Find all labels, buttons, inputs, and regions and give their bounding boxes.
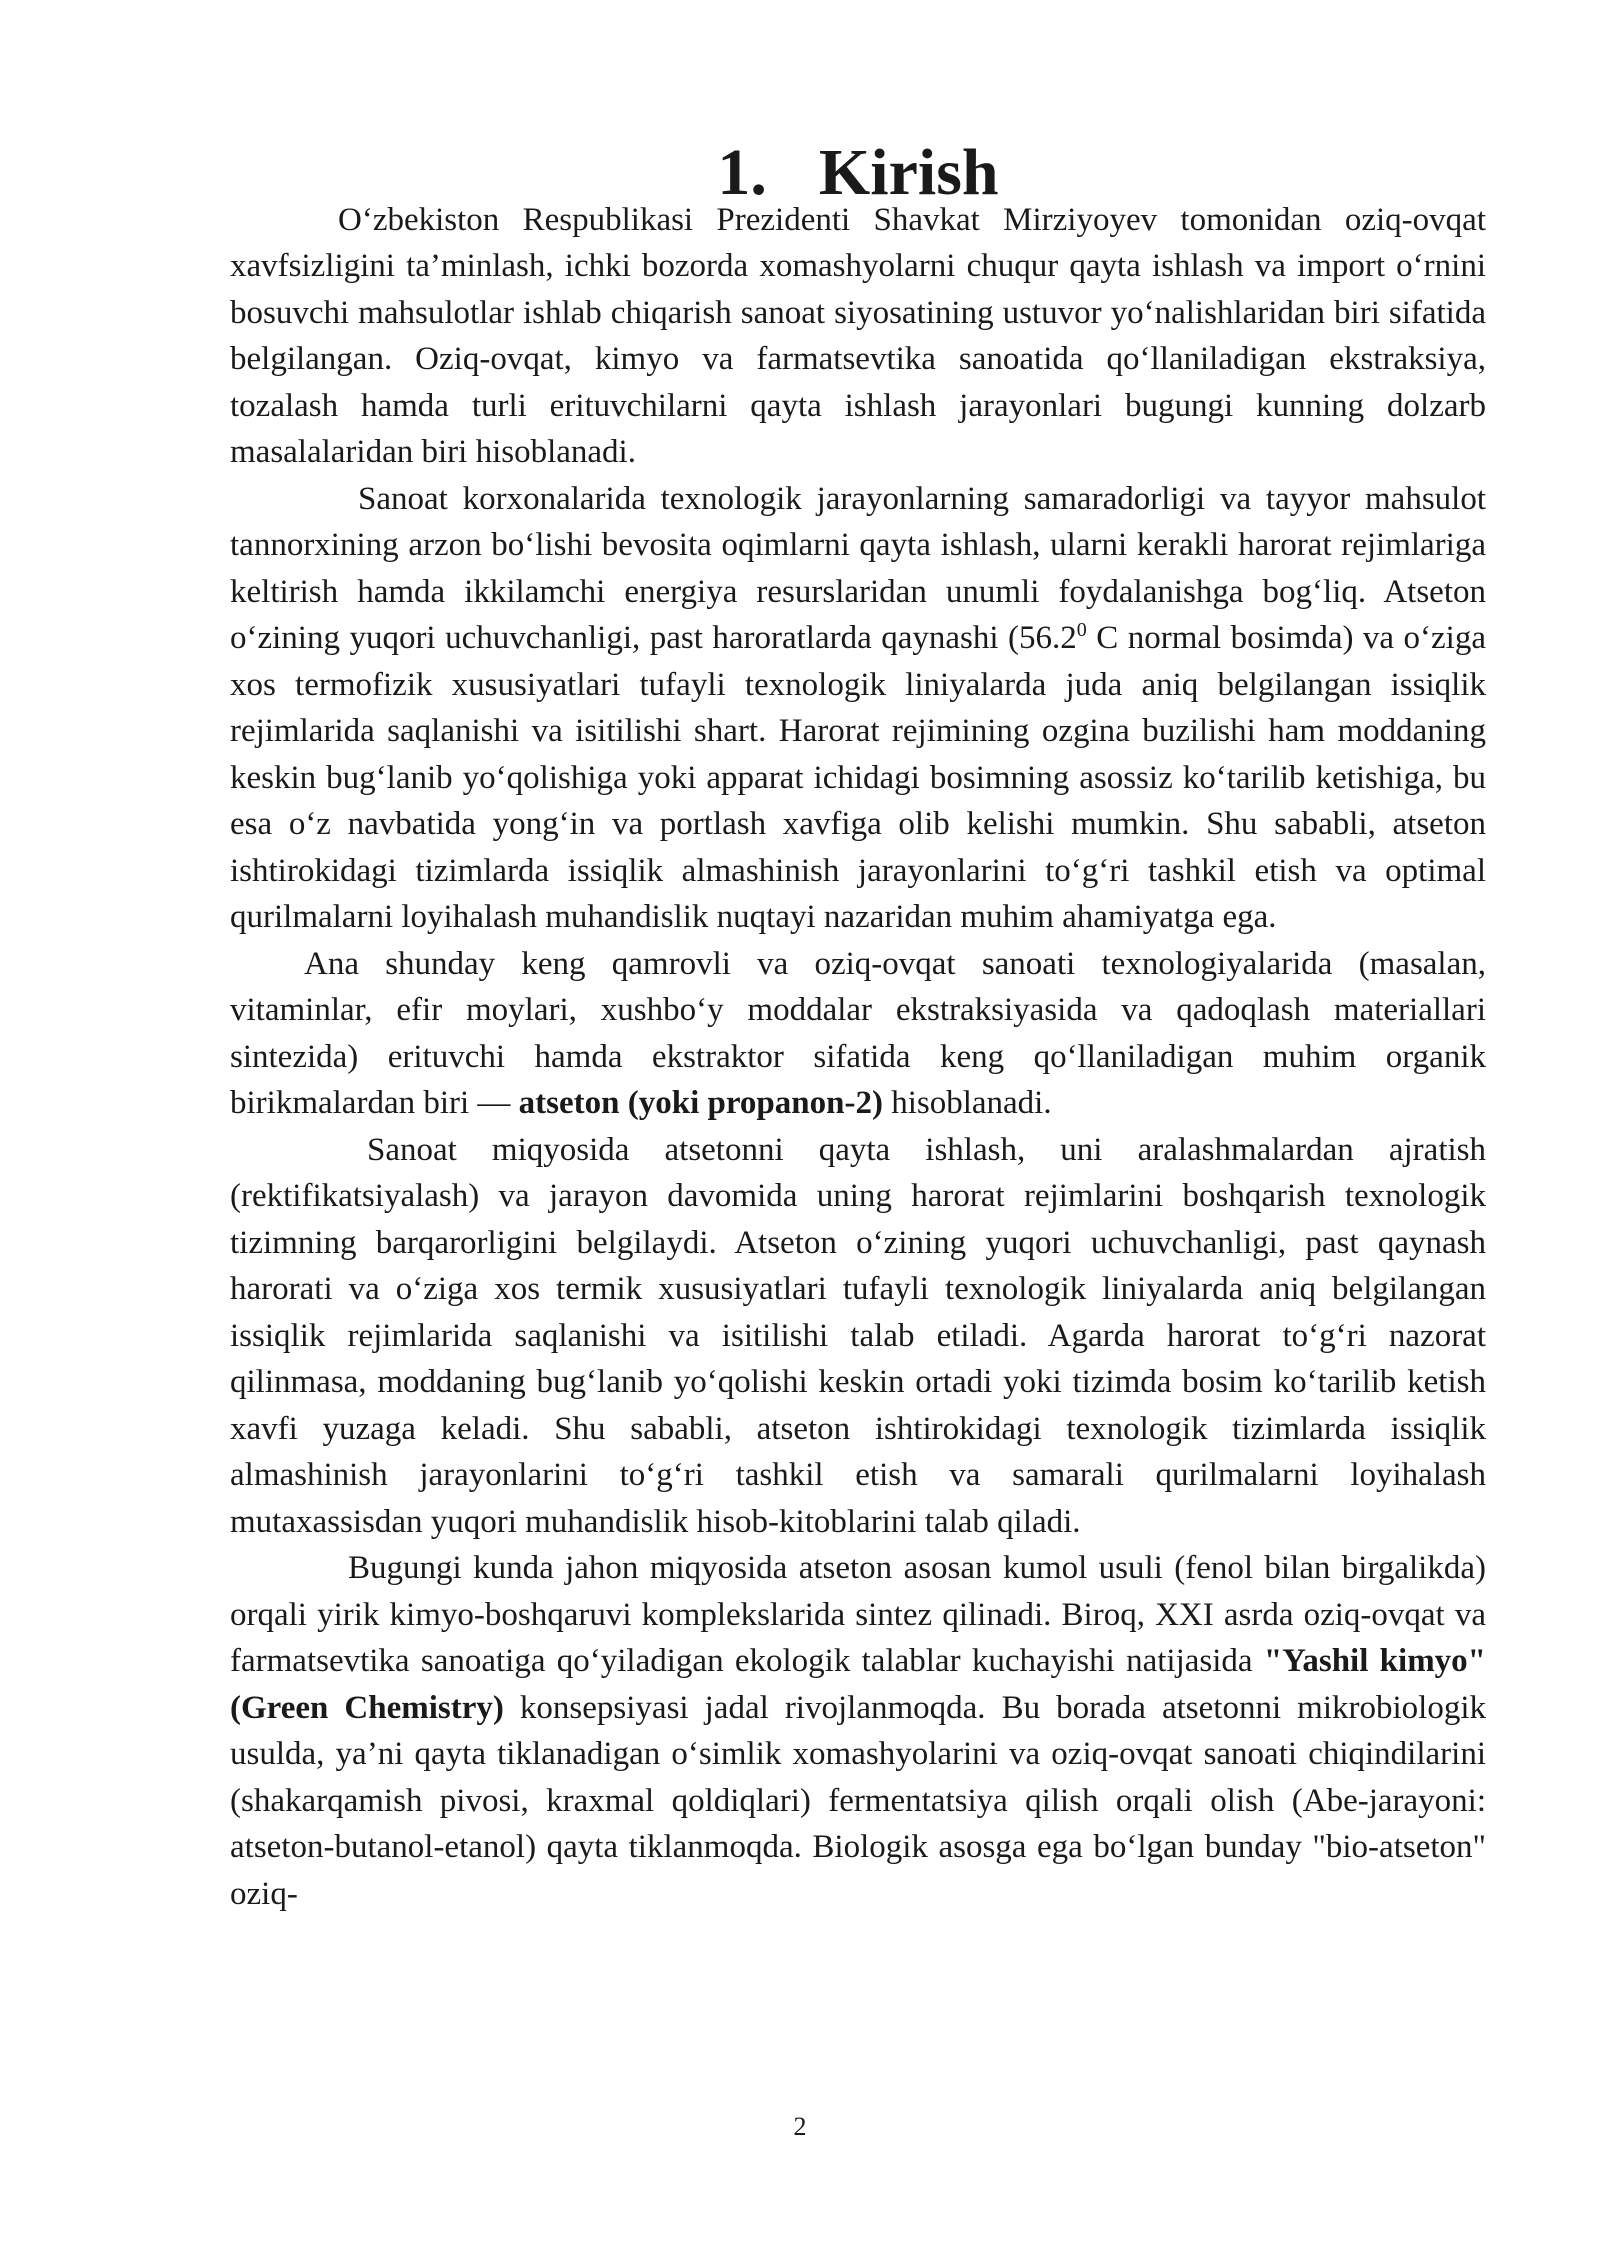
paragraph-3-text-a: Ana shunday keng qamrovli va oziq-ovqat sanoati texnologiyalarida (masalan, vitaminlar, efir moylari, xushbo‘y moddalar ekstraksiyasida va qadoqlash materiallari sintezida) erituvchi hamda ekstraktor sifatida keng qo‘llaniladigan muhim organik birikmalardan biri — xyxy=(230,945,1486,1121)
paragraph-5-bold: "Yashil kimyo" (Green Chemistry) xyxy=(230,1643,1487,1726)
paragraph-5-text-b: konsepsiyasi jadal rivojlanmoqda. Bu borada atsetonni mikrobiologik usulda, ya’ni qayta tiklanadigan o‘simlik xomashyolarini va oziq-ovqat sanoati chiqindilarini (shakarqamish pivosi, kraxmal qoldiqlari) fermentatsiya qilish orqali olish (Abe-jarayoni: atseton-butanol-etanol) qayta tiklanmoqda. Biologik asosga ega bo‘lgan bunday "bio-atseton" oziq- xyxy=(230,1689,1487,1912)
document-page xyxy=(230,136,1487,1917)
degree-superscript: 0 xyxy=(1076,619,1087,641)
paragraph-2-text-b: C normal bosimda) va o‘ziga xos termofizik xususiyatlari tufayli texnologik liniyalarda juda aniq belgilangan issiqlik rejimlarida saqlanishi va isitilishi shart. Harorat rejimining ozgina buzilishi ham moddaning keskin bug‘lanib yo‘qolishiga yoki apparat ichidagi bosimning asossiz ko‘tarilib ketishiga, bu esa o‘z navbatida yong‘in va portlash xavfiga olib kelishi mumkin. Shu sababli, atseton ishtirokidagi tizimlarda issiqlik almashinish jarayonlarini to‘g‘ri tashkil etish va optimal qurilmalarni loyihalash muhandislik nuqtayi nazaridan muhim ahamiyatga ega. xyxy=(230,620,1486,935)
paragraph-1: O‘zbekiston Respublikasi Prezidenti Shavkat Mirziyoyev tomonidan oziq-ovqat xavfsizligini ta’minlash, ichki bozorda xomashyolarni chuqur qayta ishlash va import o‘rnini bosuvchi mahsulotlar ishlab chiqarish sanoat siyosatining ustuvor yo‘nalishlaridan biri sifatida belgilangan. Oziq-ovqat, kimyo va farmatsevtika sanoatida qo‘llaniladigan ekstraksiya, tozalash hamda turli erituvchilarni qayta ishlash jarayonlari bugungi kunning dolzarb masalalaridan biri hisoblanadi. xyxy=(230,201,1486,470)
paragraph-2-text-a: Sanoat korxonalarida texnologik jarayonlarning samaradorligi va tayyor mahsulot tannorxining arzon bo‘lishi bevosita oqimlarni qayta ishlash, ularni kerakli harorat rejimlariga keltirish hamda ikkilamchi energiya resurslaridan unumli foydalanishga bog‘liq. Atseton o‘zining yuqori uchuvchanligi, past haroratlarda qaynashi (56.2 xyxy=(230,480,1486,656)
paragraph-3-text-b: hisoblanadi. xyxy=(882,1085,1052,1121)
paragraph-3 xyxy=(230,941,1486,1127)
paragraph-2 xyxy=(230,476,1486,941)
section-number: 1. xyxy=(717,136,767,209)
paragraph-5-text-a: Bugungi kunda jahon miqyosida atseton asosan kumol usuli (fenol bilan birgalikda) orqali yirik kimyo-boshqaruvi komplekslarida sintez qilinadi. Biroq, XXI asrda oziq-ovqat va farmatsevtika sanoatiga qo‘yiladigan ekologik talablar kuchayishi natijasida xyxy=(230,1550,1486,1679)
paragraph-3-bold: atseton (yoki propanon-2) xyxy=(518,1085,883,1121)
section-heading xyxy=(230,136,1486,209)
section-title: Kirish xyxy=(818,136,999,209)
page-number: 2 xyxy=(793,2112,807,2141)
paragraph-4: Sanoat miqyosida atsetonni qayta ishlash, uni aralashmalardan ajratish (rektifikatsiyalash) va jarayon davomida uning harorat rejimlarini boshqarish texnologik tizimning barqarorligini belgilaydi. Atseton o‘zining yuqori uchuvchanligi, past qaynash harorati va o‘ziga xos termik xususiyatlari tufayli texnologik liniyalarda aniq belgilangan issiqlik rejimlarida saqlanishi va isitilishi talab etiladi. Agarda harorat to‘g‘ri nazorat qilinmasa, moddaning bug‘lanib yo‘qolishi keskin ortadi yoki tizimda bosim ko‘tarilib ketish xavfi yuzaga keladi. Shu sababli, atseton ishtirokidagi texnologik tizimlarda issiqlik almashinish jarayonlarini to‘g‘ri tashkil etish va samarali qurilmalarni loyihalash mutaxassisdan yuqori muhandislik hisob-kitoblarini talab qiladi. xyxy=(230,1131,1486,1540)
paragraph-5 xyxy=(230,1545,1486,1917)
